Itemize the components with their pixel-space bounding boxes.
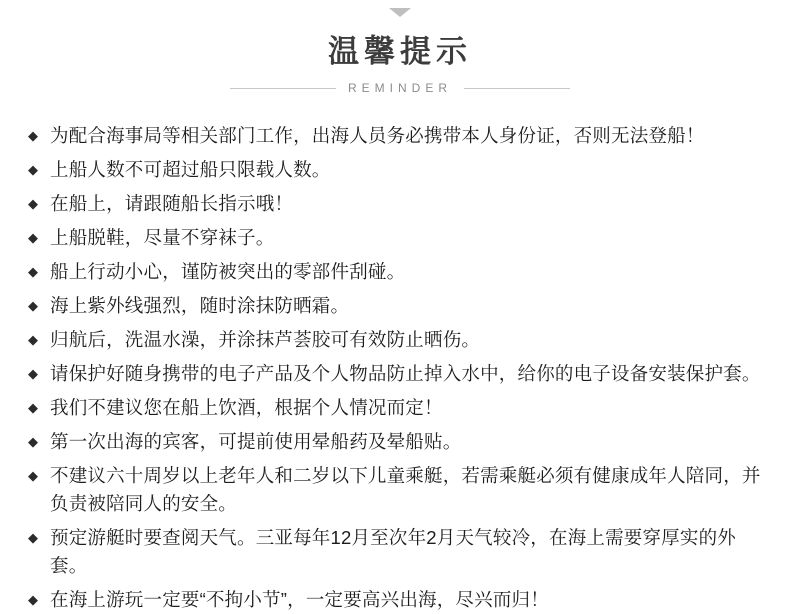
list-item-text: 不建议六十周岁以上老年人和二岁以下儿童乘艇，若需乘艇必须有健康成年人陪同，并负责被陪同人的安全。 bbox=[50, 465, 761, 515]
list-item bbox=[22, 326, 770, 354]
triangle-down-icon bbox=[389, 8, 411, 17]
page-header bbox=[0, 0, 800, 96]
page-subtitle: REMINDER bbox=[348, 81, 453, 96]
diamond-bullet-icon: ◆ bbox=[28, 264, 38, 280]
list-item bbox=[22, 292, 770, 320]
list-item-text: 请保护好随身携带的电子产品及个人物品防止掉入水中，给你的电子设备安装保护套。 bbox=[50, 363, 761, 385]
page-title: 温馨提示 bbox=[328, 34, 472, 69]
list-item bbox=[22, 156, 770, 184]
diamond-bullet-icon: ◆ bbox=[28, 128, 38, 144]
list-item bbox=[22, 224, 770, 252]
list-item-text: 船上行动小心，谨防被突出的零部件刮碰。 bbox=[50, 261, 406, 283]
list-item bbox=[22, 394, 770, 422]
diamond-bullet-icon: ◆ bbox=[28, 162, 38, 178]
diamond-bullet-icon: ◆ bbox=[28, 332, 38, 348]
list-item bbox=[22, 524, 770, 580]
list-item-text: 为配合海事局等相关部门工作，出海人员务必携带本人身份证，否则无法登船！ bbox=[50, 125, 705, 147]
reminder-list bbox=[0, 122, 800, 614]
list-item-text: 海上紫外线强烈，随时涂抹防晒霜。 bbox=[50, 295, 350, 317]
list-item-text: 归航后，洗温水澡，并涂抹芦荟胶可有效防止晒伤。 bbox=[50, 329, 481, 351]
list-item-text: 第一次出海的宾客，可提前使用晕船药及晕船贴。 bbox=[50, 431, 462, 453]
diamond-bullet-icon: ◆ bbox=[28, 298, 38, 314]
list-item bbox=[22, 360, 770, 388]
list-item bbox=[22, 462, 770, 518]
diamond-bullet-icon: ◆ bbox=[28, 468, 38, 484]
list-item-text: 在海上游玩一定要“不拘小节”，一定要高兴出海，尽兴而归！ bbox=[50, 589, 549, 611]
diamond-bullet-icon: ◆ bbox=[28, 196, 38, 212]
list-item bbox=[22, 190, 770, 218]
divider-left bbox=[230, 88, 336, 89]
subtitle-row bbox=[230, 81, 570, 96]
list-item-text: 在船上，请跟随船长指示哦！ bbox=[50, 193, 294, 215]
diamond-bullet-icon: ◆ bbox=[28, 434, 38, 450]
list-item-text: 预定游艇时要查阅天气。三亚每年12月至次年2月天气较冷，在海上需要穿厚实的外套。 bbox=[50, 527, 736, 577]
list-item-text: 上船人数不可超过船只限载人数。 bbox=[50, 159, 331, 181]
diamond-bullet-icon: ◆ bbox=[28, 230, 38, 246]
diamond-bullet-icon: ◆ bbox=[28, 366, 38, 382]
diamond-bullet-icon: ◆ bbox=[28, 530, 38, 546]
list-item-text: 我们不建议您在船上饮酒，根据个人情况而定！ bbox=[50, 397, 443, 419]
list-item bbox=[22, 586, 770, 614]
list-item bbox=[22, 428, 770, 456]
list-item bbox=[22, 258, 770, 286]
list-item bbox=[22, 122, 770, 150]
diamond-bullet-icon: ◆ bbox=[28, 592, 38, 608]
divider-right bbox=[464, 88, 570, 89]
list-item-text: 上船脱鞋，尽量不穿袜子。 bbox=[50, 227, 275, 249]
diamond-bullet-icon: ◆ bbox=[28, 400, 38, 416]
